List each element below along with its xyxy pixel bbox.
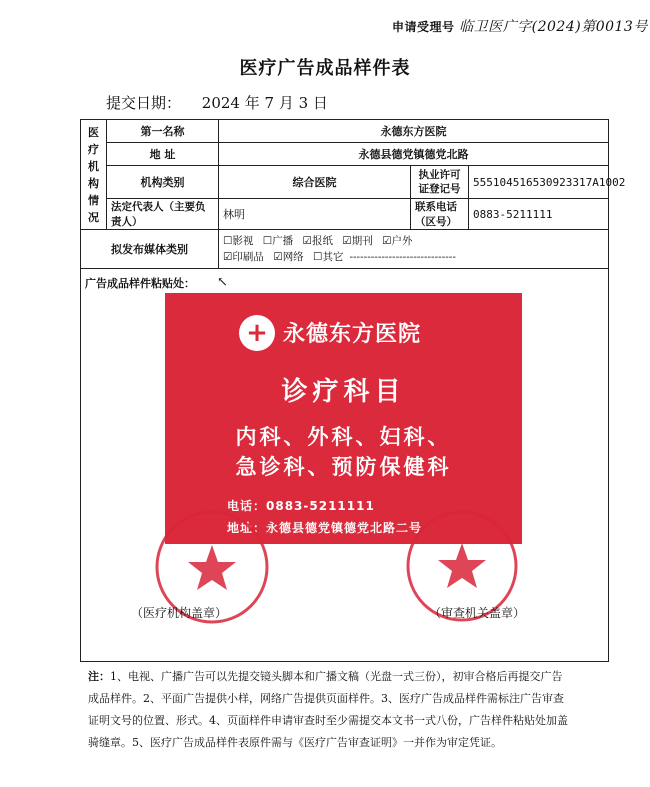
media-label: 拟发布媒体类别 (81, 230, 219, 269)
phone-value: 0883-5211111 (469, 199, 609, 230)
category-label: 机构类别 (107, 166, 219, 199)
hospital-cross-logo-icon: + (239, 315, 275, 351)
license-label: 执业许可证登记号 (411, 166, 469, 199)
address-value: 永德县德党镇德党北路 (219, 143, 609, 166)
media-other[interactable]: ☐其它 (313, 251, 344, 263)
section-label: 医疗机构情况 (81, 120, 107, 230)
page-title: 医疗广告成品样件表 (239, 58, 411, 79)
ad-address: 地址：永德县德党镇德党北路二号 (227, 521, 423, 535)
ad-dept-title: 诊疗科目 (281, 377, 406, 407)
mouse-cursor-icon: ↖ (217, 275, 228, 290)
legal-rep-value: 林明 (219, 199, 411, 230)
first-name-label: 第一名称 (107, 120, 219, 143)
media-radio[interactable]: ☐广播 (262, 235, 294, 247)
media-periodical[interactable]: ☑期刊 (342, 235, 373, 247)
paste-label: 广告成品样件粘贴处： (85, 277, 195, 290)
notes-text: 1、电视、广播广告可以先提交镜头脚本和广播文稿（光盘一式三份），初审合格后再提交广告成品样件。2、平面广告提供小样，网络广告提供页面样件。3、医疗广告成品样件需标注广告审查证明文号的位置、形式。4、页面样件申请审查时至少需提交本文书一式八份，广告样件粘贴处加盖骑缝章。5、医疗广告成品样件表原件需与《医疗广告审查证明》一并作为审定凭证。 (88, 670, 568, 749)
media-print[interactable]: ☑印刷品 (223, 251, 264, 263)
license-value: 555104516530923317A1002 (469, 166, 609, 199)
media-other-line: ------------------------------ (349, 251, 456, 263)
notes-label: 注： (88, 670, 110, 683)
address-label: 地 址 (107, 143, 219, 166)
phone-label: 联系电话（区号） (411, 199, 469, 230)
application-value: 临卫医广字(2024)第0013号 (459, 19, 648, 35)
ad-hospital-name: 永德东方医院 (283, 322, 422, 347)
media-newspaper[interactable]: ☑报纸 (302, 235, 333, 247)
paste-area (81, 269, 609, 662)
media-network[interactable]: ☑网络 (273, 251, 304, 263)
first-name-value: 永德东方医院 (219, 120, 609, 143)
review-seal-caption: （审查机关盖章） (429, 606, 526, 620)
submit-date-value: 2024 年 7 月 3 日 (201, 94, 328, 112)
hospital-seal-caption: （医疗机构盖章） (131, 606, 228, 620)
media-film[interactable]: ☐影视 (223, 235, 254, 247)
ad-dept-line-2: 急诊科、预防保健科 (235, 455, 452, 479)
ad-dept-line-1: 内科、外科、妇科、 (235, 425, 452, 449)
application-number (392, 16, 648, 36)
submit-date (106, 92, 328, 113)
submit-date-label: 提交日期： (106, 94, 182, 112)
media-options (219, 230, 609, 269)
notes (88, 666, 568, 754)
sample-form-table (80, 119, 626, 662)
legal-rep-label: 法定代表人（主要负责人） (107, 199, 219, 230)
category-value: 综合医院 (219, 166, 411, 199)
media-outdoor[interactable]: ☑户外 (382, 235, 413, 247)
ad-phone: 电话：0883-5211111 (227, 499, 375, 513)
application-label: 申请受理号 (392, 20, 455, 34)
